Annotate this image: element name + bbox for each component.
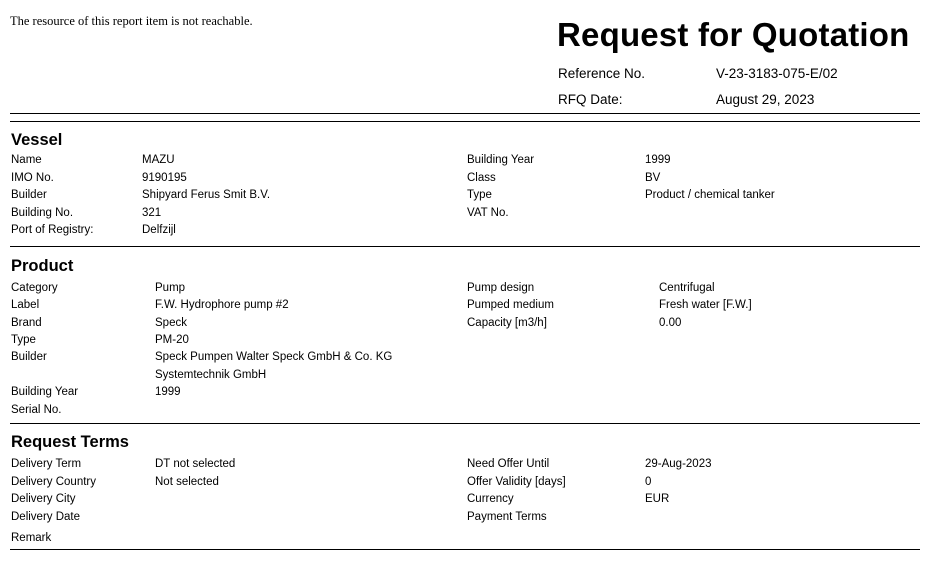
vessel-vat-label: VAT No.: [467, 207, 509, 219]
terms-heading: Request Terms: [11, 433, 129, 451]
terms-offer-validity-value: 0: [645, 476, 652, 488]
vessel-class-value: BV: [645, 172, 661, 184]
terms-divider: [10, 549, 920, 550]
product-serial-label: Serial No.: [11, 404, 62, 416]
terms-delivery-term-label: Delivery Term: [11, 458, 82, 470]
vessel-port-label: Port of Registry:: [11, 224, 94, 236]
product-builder-label: Builder: [11, 351, 47, 363]
product-brand-label: Brand: [11, 317, 42, 329]
vessel-name-value: MAZU: [142, 154, 175, 166]
product-type-value: PM-20: [155, 334, 189, 346]
vessel-name-label: Name: [11, 154, 42, 166]
error-message: The resource of this report item is not reachable.: [10, 14, 253, 28]
header-divider-bottom: [10, 121, 920, 122]
product-brand-value: Speck: [155, 317, 187, 329]
vessel-building-no-value: 321: [142, 207, 162, 219]
page-title: Request for Quotation: [557, 16, 910, 53]
vessel-building-year-value: 1999: [645, 154, 671, 166]
vessel-type-label: Type: [467, 189, 492, 201]
product-builder-value-line2: Systemtechnik GmbH: [155, 369, 267, 381]
product-divider: [10, 423, 920, 424]
terms-need-offer-value: 29-Aug-2023: [645, 458, 712, 470]
product-type-label: Type: [11, 334, 36, 346]
terms-delivery-country-value: Not selected: [155, 476, 219, 488]
terms-need-offer-label: Need Offer Until: [467, 458, 550, 470]
vessel-type-value: Product / chemical tanker: [645, 189, 775, 201]
terms-remark-label: Remark: [11, 532, 52, 544]
rfq-date-value: August 29, 2023: [716, 92, 815, 107]
terms-delivery-date-label: Delivery Date: [11, 511, 81, 523]
vessel-heading: Vessel: [11, 131, 63, 149]
product-builder-value: Speck Pumpen Walter Speck GmbH & Co. KG: [155, 351, 393, 363]
vessel-imo-value: 9190195: [142, 172, 187, 184]
vessel-building-no-label: Building No.: [11, 207, 74, 219]
product-pump-design-label: Pump design: [467, 282, 535, 294]
vessel-building-year-label: Building Year: [467, 154, 535, 166]
vessel-builder-label: Builder: [11, 189, 47, 201]
terms-delivery-country-label: Delivery Country: [11, 476, 96, 488]
terms-currency-value: EUR: [645, 493, 670, 505]
product-pump-design-value: Centrifugal: [659, 282, 715, 294]
vessel-divider: [10, 246, 920, 247]
product-category-label: Category: [11, 282, 58, 294]
terms-payment-terms-label: Payment Terms: [467, 511, 547, 523]
product-category-value: Pump: [155, 282, 186, 294]
terms-offer-validity-label: Offer Validity [days]: [467, 476, 566, 488]
vessel-port-value: Delfzijl: [142, 224, 176, 236]
header-divider-top: [10, 113, 920, 114]
product-capacity-label: Capacity [m3/h]: [467, 317, 547, 329]
terms-delivery-city-label: Delivery City: [11, 493, 76, 505]
terms-currency-label: Currency: [467, 493, 514, 505]
product-capacity-value: 0.00: [659, 317, 682, 329]
vessel-builder-value: Shipyard Ferus Smit B.V.: [142, 189, 271, 201]
vessel-class-label: Class: [467, 172, 496, 184]
product-label-value: F.W. Hydrophore pump #2: [155, 299, 289, 311]
rfq-date-label: RFQ Date:: [558, 92, 623, 107]
product-building-year-label: Building Year: [11, 386, 79, 398]
terms-delivery-term-value: DT not selected: [155, 458, 236, 470]
vessel-imo-label: IMO No.: [11, 172, 54, 184]
product-building-year-value: 1999: [155, 386, 181, 398]
reference-no-value: V-23-3183-075-E/02: [716, 66, 838, 81]
product-label-label: Label: [11, 299, 40, 311]
product-pumped-medium-label: Pumped medium: [467, 299, 554, 311]
product-heading: Product: [11, 257, 74, 275]
reference-no-label: Reference No.: [558, 66, 646, 81]
product-pumped-medium-value: Fresh water [F.W.]: [659, 299, 752, 311]
